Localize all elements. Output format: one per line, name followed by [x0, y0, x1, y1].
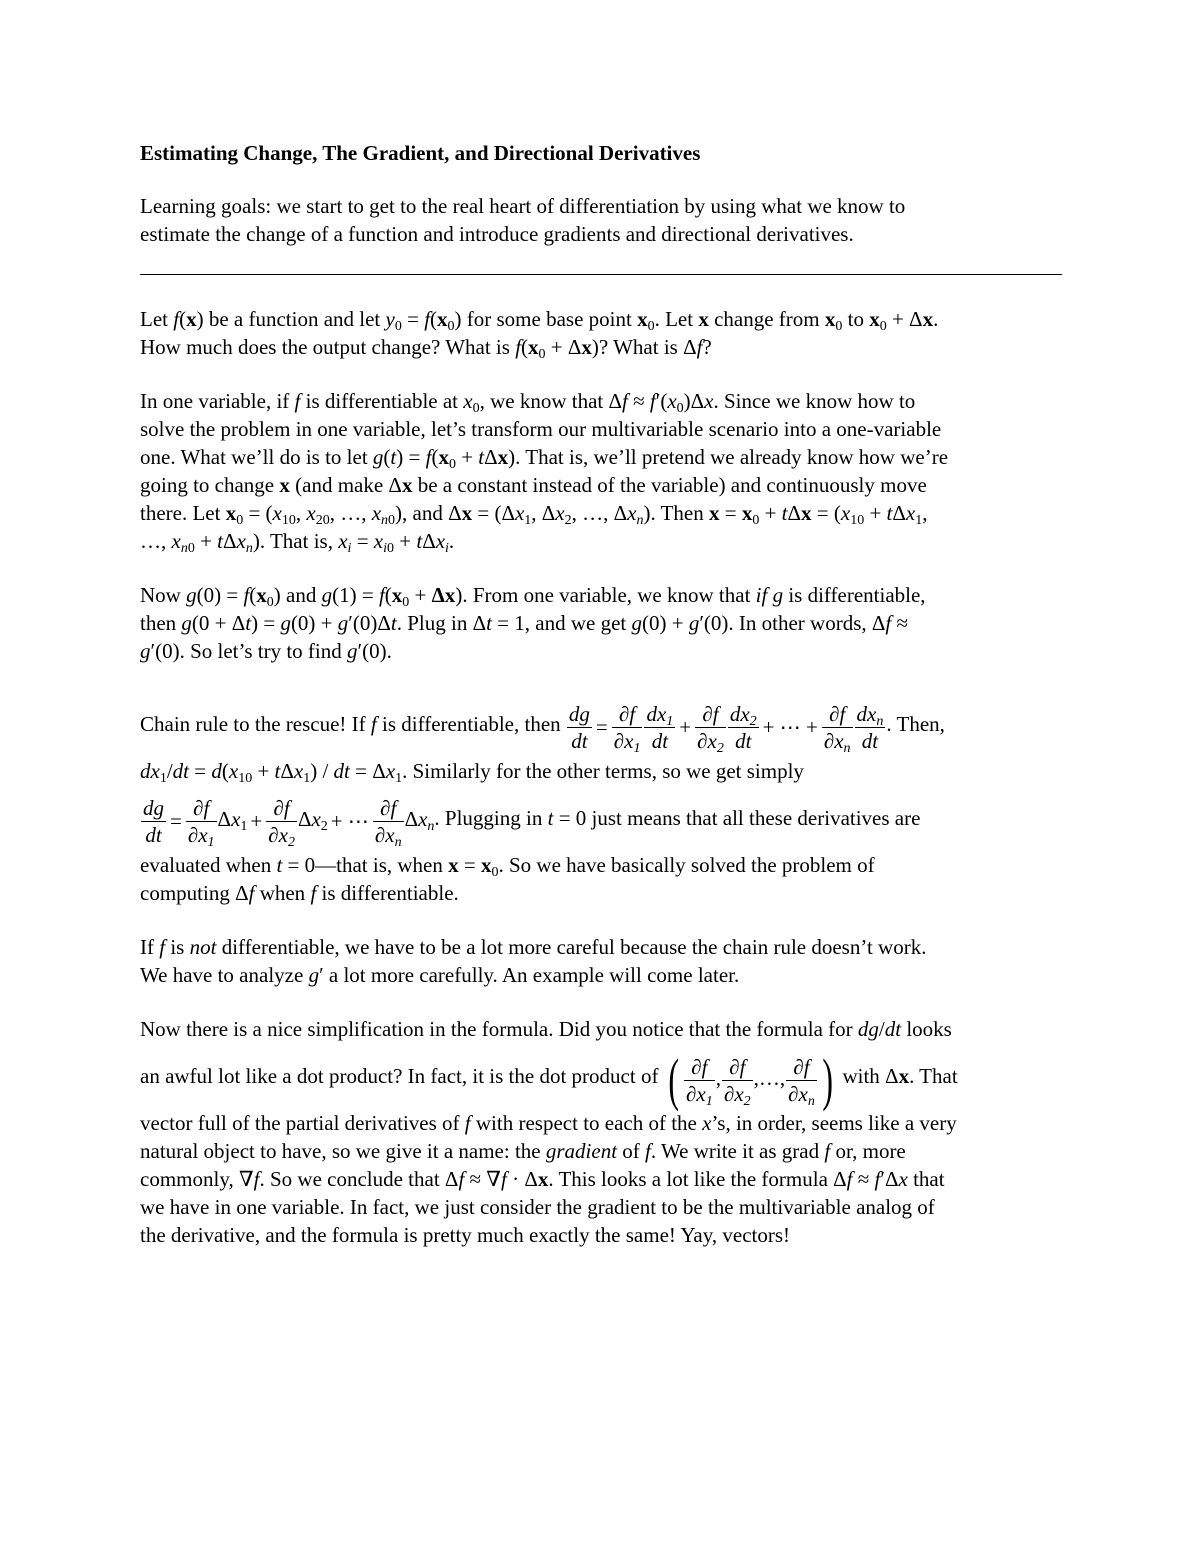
document-page	[140, 138, 1062, 1275]
paragraph-setup-line-2: How much does the output change? What is	[140, 335, 516, 359]
paragraph-chain-rule: Chain rule to the rescue! If f is differentiable, then $\frac{dg}{dt}$ = $\frac{\partial f}{\partial x_1}$ $\frac{dx_1}{dt}$ + $\frac{\partial f}{\partial x_2}$ $\frac{dx_2}{dt}$ + ⋯ + $\frac{\partial f}{\partial x_n}$ $dx_n$ dt . Then, $dx_1/dt = d(x_{10} + t\Delta x_1)$ / dt = $\Delta x_1$. Similarly for the other terms, so we get simply $\frac{dg}{dt}$ = $\frac{\partial f}{\partial x_1}$ $\Delta x_1$ + $\frac{\partial f}{\partial x_2}$ $\Delta x_2$ + ⋯ $\frac{\partial f}{\partial x_n}$ $\Delta x_n$. Plugging in t = 0 just means that all these derivatives are evaluated when t = 0—that is, when $x = x_0$. So we have basically solved the problem of computing Δf when f is differentiable.	[140, 691, 1062, 907]
learning-goals-line-2: estimate the change of a function and introduce gradients and directional derivatives.	[140, 222, 854, 246]
document-title: Estimating Change, The Gradient, and Directional Derivatives	[140, 141, 701, 165]
learning-goals	[140, 192, 1062, 248]
horizontal-divider	[140, 274, 1062, 275]
paragraph-gradient: Now there is a nice simplification in the formula. Did you notice that the formula for dg/dt looks an awful lot like a dot product? In fact, it is the dot product of ( $\frac{\partial f}{\partial x_1}$ , $\frac{\partial f}{\partial x_2}$ ,…, $\frac{\partial f}{\partial x_n}$ ) with Δx. That vector full of the partial derivatives of f with respect to each of the x’s, in order, seems like a very natural object to have, so we give it a name: the gradient of f. We write it as grad f or, more commonly, ∇f. So we conclude that Δf ≈ ∇f · Δx. This looks a lot like the formula Δf ≈ f′Δx that we have in one variable. In fact, we just consider the gradient to be the multivariable analog of the derivative, and the formula is pretty much exactly the same! Yay, vectors!	[140, 1017, 958, 1247]
paragraph-not-differentiable: If f is not differentiable, we have to be a lot more careful because the chain rule doesn’t work. We have to analyze g′ a lot more carefully. An example will come later.	[140, 935, 927, 987]
paragraph-g-of-t: Now $g(0) = f(x_0)$ and $g(1) = f(x_0 + \Delta x)$. From one variable, we know that if g is differentiable, then g(0 + Δt) = g(0) + g′(0)Δt. Plug in Δt = 1, and we get g(0) + g′(0). In other words, Δf ≈ g′(0). So let’s try to find g′(0).	[140, 583, 926, 663]
learning-goals-line-1: Learning goals: we start to get to the real heart of differentiation by using what we know to	[140, 194, 906, 218]
paragraph-one-variable: In one variable, if f is differentiable at $x_0$, we know that $\Delta f \approx f'(x_0)\Delta x$. Since we know how to solve the problem in one variable, let’s transform our multivariable scenario into a one-variable one. What we’ll do is to let $g(t) = f(x_0 + t\Delta x)$. That is, we’ll pretend we already know how we’re going to change x (and make Δx be a constant instead of the variable) and continuously move there. Let $x_0 = (x_{10}$, $x_{20}$, …, $x_{n0}$), and $\Delta x = (\Delta x_1$, $\Delta x_2$, …, $\Delta x_n$). Then $x = x_0 + t\Delta x = (x_{10} + t\Delta x_1$, …, $x_{n0} + t\Delta x_n$). That is, $x_i = x_{i0} + t\Delta x_i$.	[140, 389, 949, 556]
simplified-derivative-equation: $\frac{dg}{dt}$ = $\frac{\partial f}{\partial x_1}$ $\Delta x_1$ + $\frac{\partial f}{\partial x_2}$ $\Delta x_2$ + ⋯ $\frac{\partial f}{\partial x_n}$ $\Delta x_n$	[143, 795, 435, 850]
chain-rule-equation: $\frac{dg}{dt}$ = $\frac{\partial f}{\partial x_1}$ $\frac{dx_1}{dt}$ + $\frac{\partial f}{\partial x_2}$ $\frac{dx_2}{dt}$ + ⋯ + $\frac{\partial f}{\partial x_n}$ $dx_n$ dt	[568, 701, 884, 756]
gradient-vector-equation: ( $\frac{\partial f}{\partial x_1}$ , $\frac{\partial f}{\partial x_2}$ ,…, $\frac{\partial f}{\partial x_n}$ )	[668, 1047, 833, 1113]
paragraph-setup: Let f(x) be a function and let $y_0 = f(x_0)$ for some base point $x_0$. Let x change from $x_0$ to $x_0 + \Delta x$. How much does the output change? What is $f(x_0 + \Delta x)$? What is Δf?	[140, 307, 939, 362]
